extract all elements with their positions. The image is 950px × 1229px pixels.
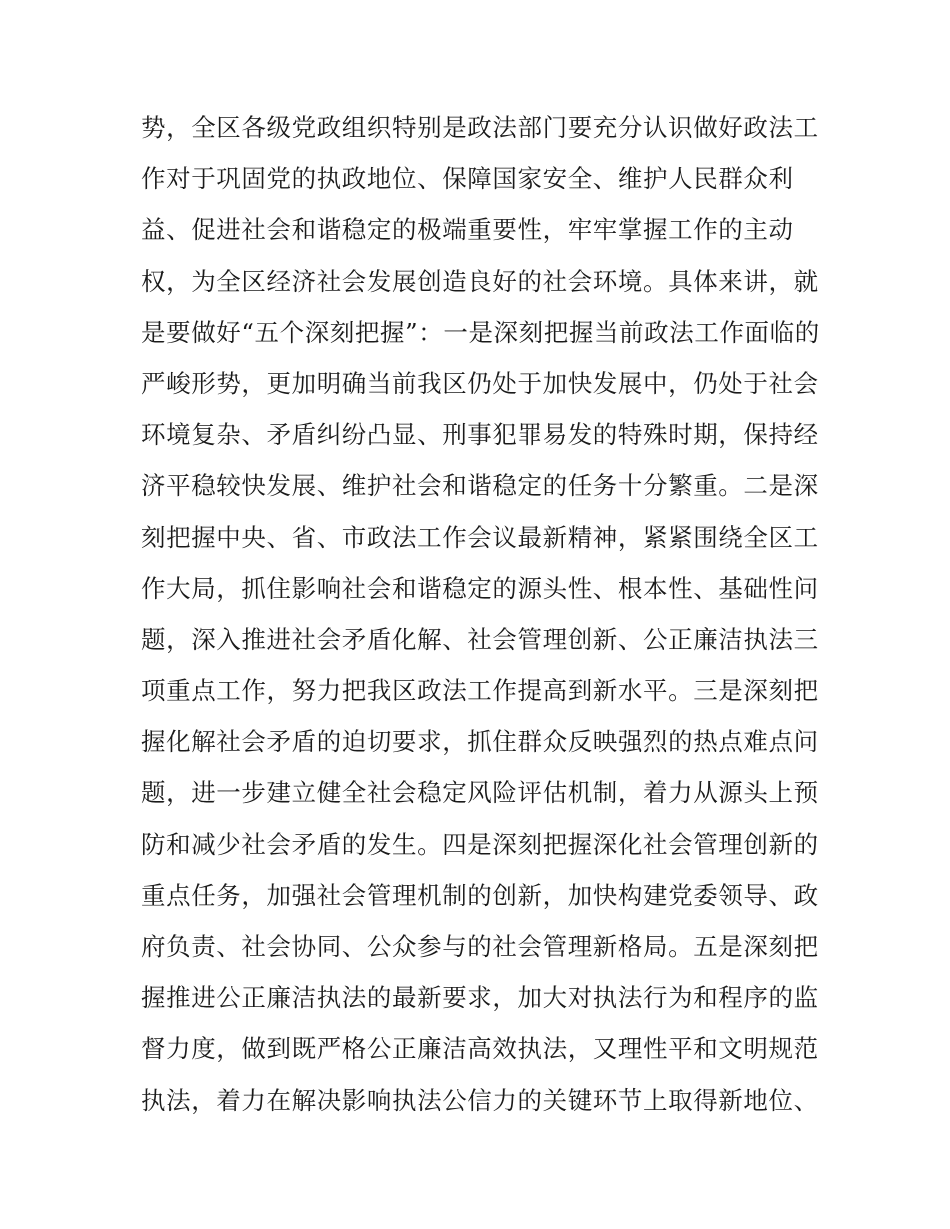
text-line: 济平稳较快发展、维护社会和谐稳定的任务十分繁重。二是深	[141, 471, 819, 501]
text-line: 督力度，做到既严格公正廉洁高效执法，又理性平和文明规范	[141, 1034, 819, 1064]
text-line: 作对于巩固党的执政地位、保障国家安全、维护人民群众利	[141, 164, 794, 194]
text-line: 项重点工作，努力把我区政法工作提高到新水平。三是深刻把	[141, 676, 819, 706]
text-line: 府负责、社会协同、公众参与的社会管理新格局。五是深刻把	[141, 932, 819, 961]
text-line: 执法，着力在解决影响执法公信力的关键环节上取得新地位、	[141, 1085, 819, 1115]
text-line: 作大局，抓住影响社会和谐稳定的源头性、根本性、基础性问	[141, 573, 819, 603]
text-line: 环境复杂、矛盾纠纷凸显、刑事犯罪易发的特殊时期，保持经	[141, 420, 819, 450]
text-line: 握推进公正廉洁执法的最新要求，加大对执法行为和程序的监	[141, 983, 819, 1013]
text-line: 防和减少社会矛盾的发生。四是深刻把握深化社会管理创新的	[141, 829, 819, 859]
text-line: 严峻形势，更加明确当前我区仍处于加快发展中，仍处于社会	[141, 368, 819, 398]
text-line: 刻把握中央、省、市政法工作会议最新精神，紧紧围绕全区工	[141, 522, 819, 552]
text-line: 题，进一步建立健全社会稳定风险评估机制，着力从源头上预	[141, 778, 819, 808]
text-line: 握化解社会矛盾的迫切要求，抓住群众反映强烈的热点难点问	[141, 727, 819, 757]
body-paragraph	[141, 106, 821, 1130]
text-line: 权，为全区经济社会发展创造良好的社会环境。具体来讲，就	[141, 266, 819, 296]
text-line: 势，全区各级党政组织特别是政法部门要充分认识做好政法工	[141, 113, 819, 142]
text-line: 益、促进社会和谐稳定的极端重要性，牢牢掌握工作的主动	[141, 215, 794, 245]
text-line: 重点任务，加强社会管理机制的创新，加快构建党委领导、政	[141, 880, 819, 910]
text-line: 是要做好“五个深刻把握”：一是深刻把握当前政法工作面临的	[141, 317, 820, 347]
text-line: 题，深入推进社会矛盾化解、社会管理创新、公正廉洁执法三	[141, 624, 819, 654]
